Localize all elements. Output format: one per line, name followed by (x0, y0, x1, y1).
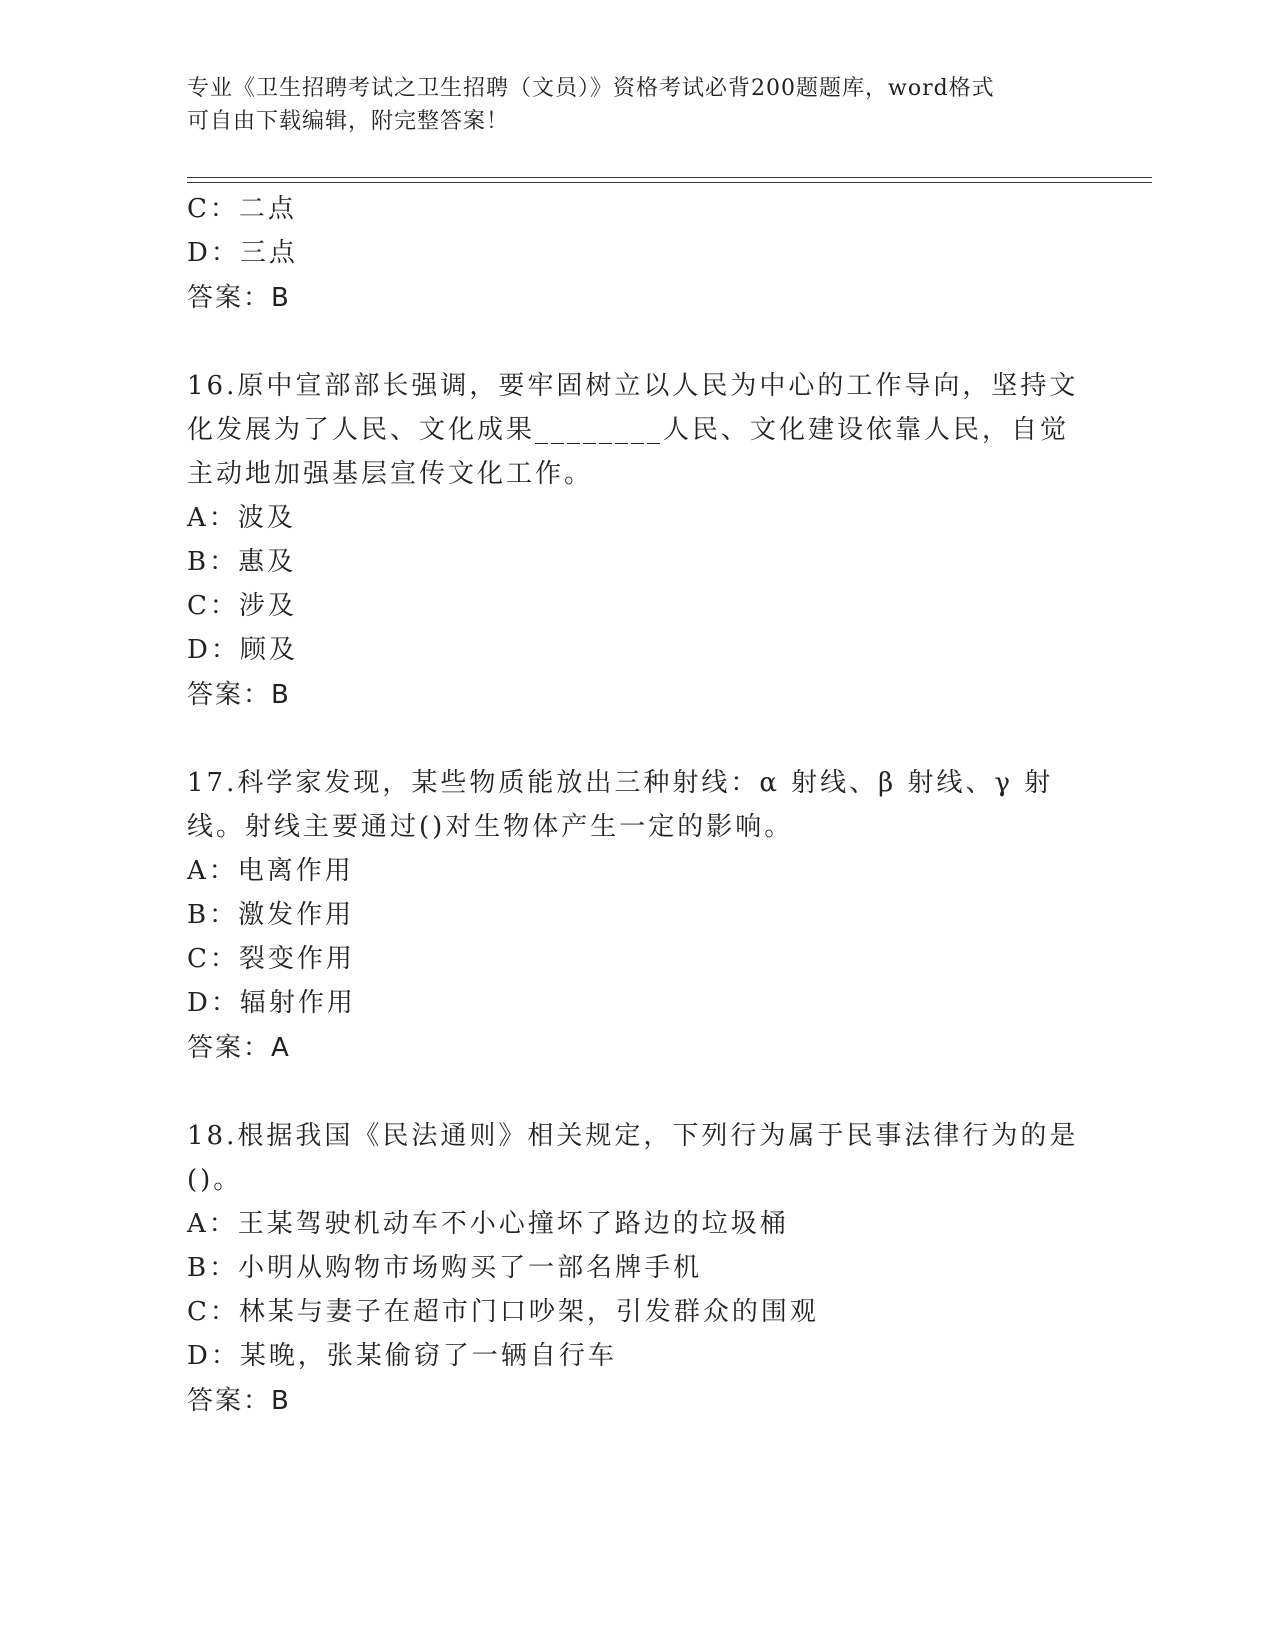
q17-option-c: C：裂变作用 (187, 944, 355, 974)
q17-option-b: B：激发作用 (187, 900, 355, 930)
q16-text-line-1: 16.原中宣部部长强调，要牢固树立以人民为中心的工作导向，坚持文 (187, 371, 1079, 401)
q18-text-line-1: 18.根据我国《民法通则》相关规定，下列行为属于民事法律行为的是 (187, 1121, 1079, 1151)
q16-option-c: C：涉及 (187, 591, 297, 621)
q16-option-b: B：惠及 (187, 547, 297, 577)
q18-option-c: C：林某与妻子在超市门口吵架，引发群众的围观 (187, 1297, 819, 1327)
header-divider-bottom (187, 182, 1152, 183)
header-divider-top (187, 177, 1152, 178)
q16-text-line-2: 化发展为了人民、文化成果________人民、文化建设依靠人民，自觉 (187, 415, 1070, 445)
header-line-2: 可自由下载编辑，附完整答案！ (187, 109, 510, 134)
q18-answer: 答案：B (187, 1386, 291, 1416)
q18-option-b: B：小明从购物市场购买了一部名牌手机 (187, 1253, 703, 1283)
q18-text-line-2: ()。 (187, 1165, 243, 1195)
q16-answer: 答案：B (187, 680, 291, 710)
q17-option-a: A：电离作用 (187, 856, 354, 886)
q17-answer: 答案：A (187, 1033, 291, 1063)
header-line-1: 专业《卫生招聘考试之卫生招聘（文员）》资格考试必背200题题库，word格式 (187, 76, 995, 101)
q17-text-line-2: 线。射线主要通过()对生物体产生一定的影响。 (187, 812, 794, 842)
q18-option-d: D：某晚，张某偷窃了一辆自行车 (187, 1341, 617, 1371)
q17-option-d: D：辐射作用 (187, 988, 356, 1018)
q18-option-a: A：王某驾驶机动车不小心撞坏了路边的垃圾桶 (187, 1209, 789, 1239)
prev-option-c: C：二点 (187, 194, 297, 224)
q17-text-line-1: 17.科学家发现，某些物质能放出三种射线：α 射线、β 射线、γ 射 (187, 768, 1054, 798)
q16-text-line-3: 主动地加强基层宣传文化工作。 (187, 459, 594, 489)
q16-option-a: A：波及 (187, 503, 296, 533)
document-header (187, 72, 1087, 138)
prev-option-d: D：三点 (187, 238, 298, 268)
q16-option-d: D：顾及 (187, 635, 298, 665)
prev-answer: 答案：B (187, 283, 291, 313)
